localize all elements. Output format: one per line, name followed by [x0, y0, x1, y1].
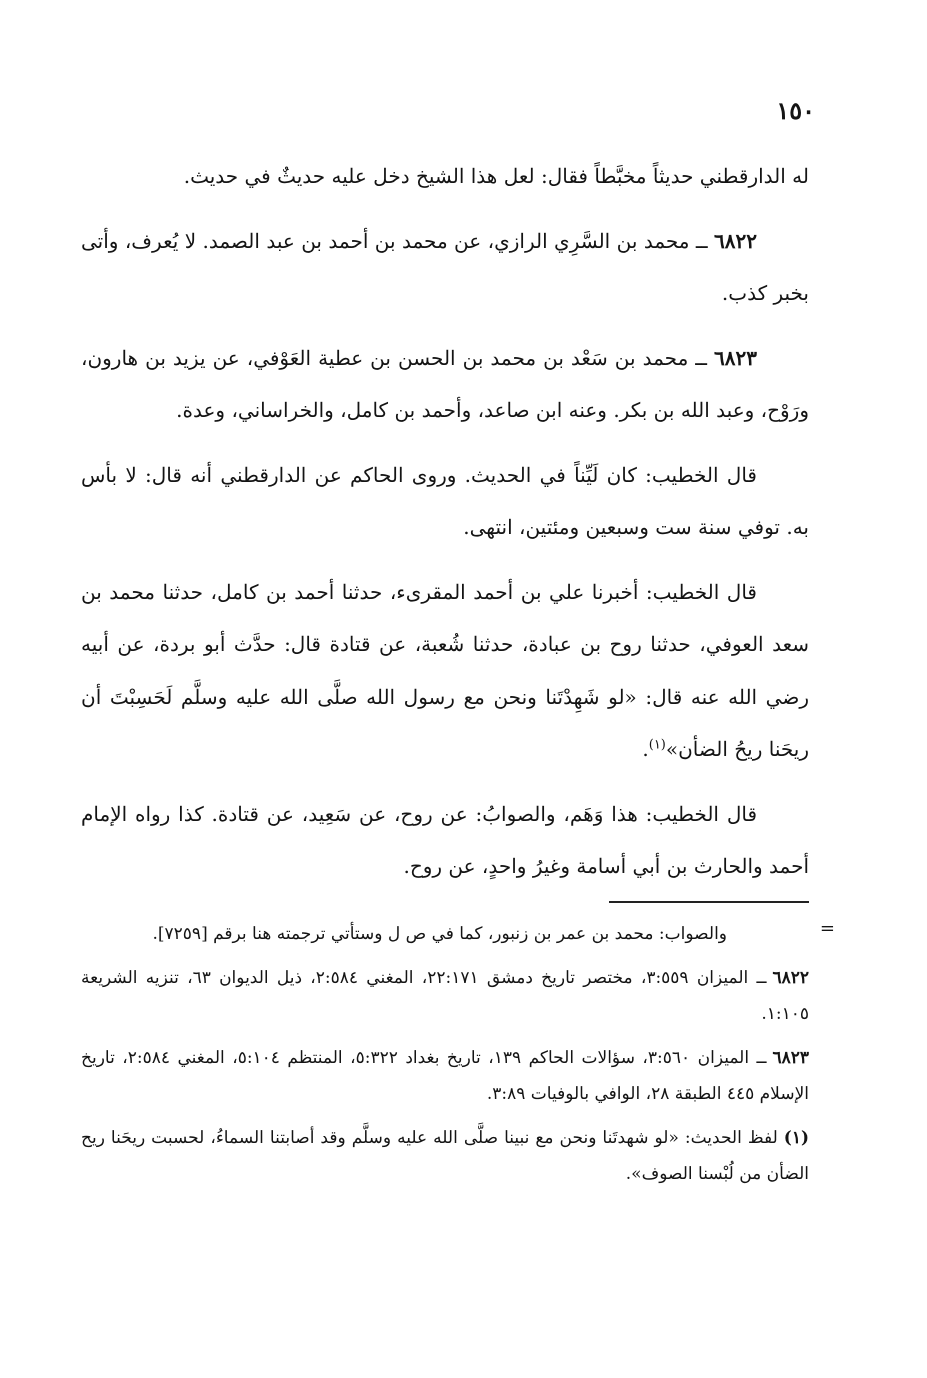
entry-text: ــ محمد بن سَعْد بن محمد بن الحسن بن عطية العَوْفي، عن يزيد بن هارون، ورَوْح، وعبد الله بن بكر. وعنه ابن صاعد، وأحمد بن كامل، والخراساني، وعدة. [81, 345, 809, 422]
paragraph-khatib-2 [81, 566, 809, 776]
footnote-6823 [81, 1040, 809, 1112]
main-text [81, 150, 809, 905]
entry-text: ــ محمد بن السَّرِي الرازي، عن محمد بن أحمد بن عبد الصمد. لا يُعرف، وأتى بخبر كذب. [81, 228, 809, 305]
footnote-ref: ٦٨٢٢ [772, 968, 810, 988]
footnote-divider [609, 901, 809, 903]
footnote-1 [81, 1120, 809, 1192]
entry-number: ٦٨٢٣ [714, 345, 757, 370]
footnote-text: ــ الميزان ٣:٥٥٩، مختصر تاريخ دمشق ٢٢:١٧١، المغني ٢:٥٨٤، ذيل الديوان ٦٣، تنزيه الشريعة ١:١٠٥. [81, 968, 809, 1024]
continuation-mark: = [819, 918, 835, 939]
footnotes [81, 916, 809, 1200]
footnote-continued [81, 916, 809, 952]
footnote-text: ــ الميزان ٣:٥٦٠، سؤالات الحاكم ١٣٩، تاريخ بغداد ٥:٣٢٢، المنتظم ٥:١٠٤، المغني ٢:٥٨٤، تاريخ الإسلام ٤٤٥ الطبقة ٢٨، الوافي بالوفيات ٣:٨٩. [81, 1048, 809, 1104]
paragraph-text: له الدارقطني حديثاً مخبَّطاً فقال: لعل هذا الشيخ دخل عليه حديثٌ في حديث. [183, 164, 809, 188]
paragraph-tail: . [642, 737, 649, 761]
paragraph-continuation [81, 150, 809, 203]
paragraph-text: قال الخطيب: أخبرنا علي بن أحمد المقرىء، حدثنا أحمد بن كامل، حدثنا محمد بن سعد العوفي، حدثنا روح بن عبادة، حدثنا شُعبة، عن قتادة قال: حدَّث أبو بردة، عن أبيه رضي الله عنه قال: «لو شَهِدْتَنا ونحن مع رسول الله صلَّى الله عليه وسلَّم لَحَسِبْتَ أن ريحَنا ريحُ الضأن» [81, 579, 809, 761]
paragraph-khatib-1 [81, 449, 809, 554]
entry-6822 [81, 215, 809, 320]
footnote-text: لفظ الحديث: «لو شهدتَنا ونحن مع نبينا صلَّى الله عليه وسلَّم وقد أصابتنا السماءُ، لحسبت ريحَنا ريح الضأن من لُبْسنا الصوف». [81, 1128, 809, 1184]
page-number: ١٥٠ [776, 96, 815, 125]
footnote-reference[interactable]: (١) [648, 737, 666, 753]
footnote-ref: (١) [783, 1128, 809, 1148]
footnote-text: والصواب: محمد بن عمر بن زنبور، كما في ص ل وستأتي ترجمته هنا برقم [٧٢٥٩]. [152, 924, 727, 944]
paragraph-text: قال الخطيب: هذا وَهَم، والصوابُ: عن روح، عن سَعِيد، عن قتادة. كذا رواه الإمام أحمد والحارث بن أبي أسامة وغيرُ واحدٍ، عن روح. [81, 801, 809, 878]
paragraph-text: قال الخطيب: كان لَيِّناً في الحديث. وروى الحاكم عن الدارقطني أنه قال: لا بأس به. توفي سنة ست وسبعين ومئتين، انتهى. [81, 462, 809, 539]
footnote-ref: ٦٨٢٣ [772, 1048, 810, 1068]
footnote-6822 [81, 960, 809, 1032]
entry-6823 [81, 332, 809, 437]
paragraph-khatib-3 [81, 788, 809, 893]
entry-number: ٦٨٢٢ [714, 228, 757, 253]
